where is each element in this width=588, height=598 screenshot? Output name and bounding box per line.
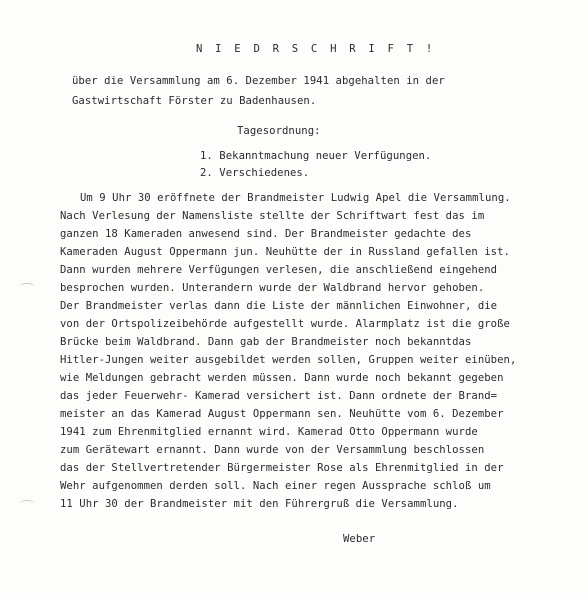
body-line: Brücke beim Waldbrand. Dann gab der Brandmeister noch bekanntdas xyxy=(60,336,472,348)
body-line: Der Brandmeister verlas dann die Liste der männlichen Einwohner, die xyxy=(60,300,498,312)
punch-hole-mark xyxy=(20,283,34,290)
body-line: zum Gerätewart ernannt. Dann wurde von der Versammlung beschlossen xyxy=(60,444,485,456)
agenda-heading: Tagesordnung: xyxy=(237,125,321,137)
body-line: 1941 zum Ehrenmitglied ernannt wird. Kamerad Otto Oppermann wurde xyxy=(60,426,478,438)
intro-line: über die Versammlung am 6. Dezember 1941 abgehalten in der xyxy=(72,75,445,87)
agenda-item: 2. Verschiedenes. xyxy=(200,167,310,179)
body-line: besprochen wurden. Unterandern wurde der Waldbrand hervor gehoben. xyxy=(60,282,485,294)
body-line: Nach Verlesung der Namensliste stellte der Schriftwart fest das im xyxy=(60,210,485,222)
body-line: 11 Uhr 30 der Brandmeister mit den Führergruß die Versammlung. xyxy=(60,498,459,510)
body-line: ganzen 18 Kameraden anwesend sind. Der Brandmeister gedachte des xyxy=(60,228,472,240)
body-line: wie Meldungen gebracht werden müssen. Dann wurde noch bekannt gegeben xyxy=(60,372,504,384)
signature: Weber xyxy=(343,533,376,545)
body-line: von der Ortspolizeibehörde aufgestellt wurde. Alarmplatz ist die große xyxy=(60,318,510,330)
body-line: meister an das Kamerad August Oppermann sen. Neuhütte vom 6. Dezember xyxy=(60,408,504,420)
body-line: Hitler-Jungen weiter ausgebildet werden sollen, Gruppen weiter einüben, xyxy=(60,354,517,366)
body-line: Um 9 Uhr 30 eröffnete der Brandmeister Ludwig Apel die Versammlung. xyxy=(80,192,511,204)
body-line: das der Stellvertretender Bürgermeister Rose als Ehrenmitglied in der xyxy=(60,462,504,474)
punch-hole-mark xyxy=(20,500,34,507)
document-title: N I E D R S C H R I F T ! xyxy=(196,43,436,55)
body-line: das jeder Feuerwehr- Kamerad versichert ist. Dann ordnete der Brand= xyxy=(60,390,498,402)
intro-line: Gastwirtschaft Förster zu Badenhausen. xyxy=(72,95,317,107)
body-line: Kameraden August Oppermann jun. Neuhütte der in Russland gefallen ist. xyxy=(60,246,510,258)
body-line: Wehr aufgenommen derden soll. Nach einer regen Aussprache schloß um xyxy=(60,480,491,492)
agenda-item: 1. Bekanntmachung neuer Verfügungen. xyxy=(200,150,432,162)
body-line: Dann wurden mehrere Verfügungen verlesen, die anschließend eingehend xyxy=(60,264,498,276)
